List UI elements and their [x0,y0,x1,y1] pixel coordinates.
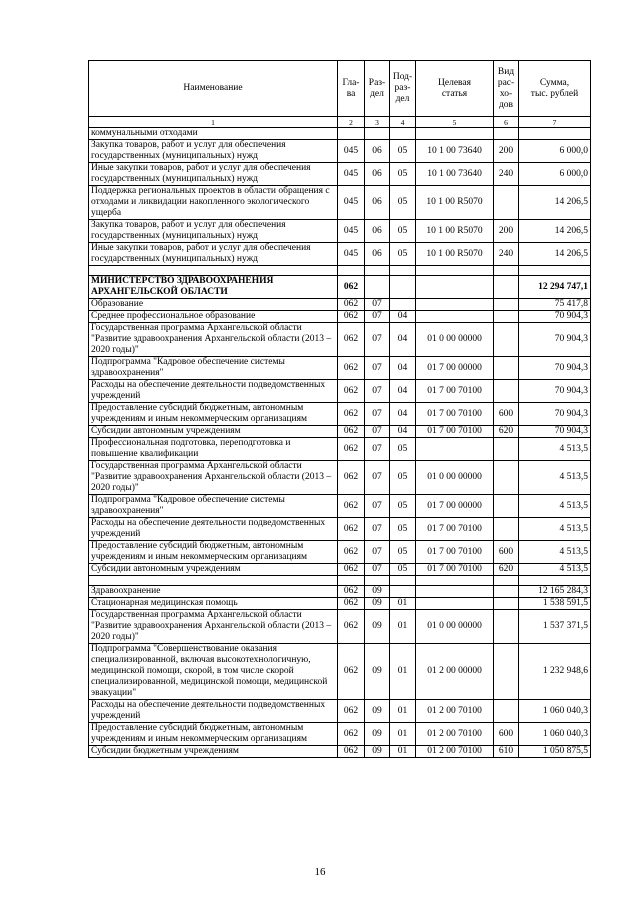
cell-glava: 045 [338,243,365,266]
cell-name: Предоставление субсидий бюджетным, автономным учреждениям и иным некоммерческим организациям [89,723,338,746]
table-row [89,541,591,564]
cell-sum: 70 904,3 [519,357,591,380]
cell-article: 01 7 00 00000 [416,495,494,518]
cell-sum: 14 206,5 [519,243,591,266]
cell-vid [494,186,519,220]
cell-podrazdel [390,128,416,140]
cell-sum: 4 513,5 [519,438,591,461]
table-row [89,598,591,610]
cell-name: МИНИСТЕРСТВО ЗДРАВООХРАНЕНИЯ АРХАНГЕЛЬСКОЙ ОБЛАСТИ [89,276,338,299]
cell-article [416,586,494,598]
cell-glava: 062 [338,357,365,380]
cell-podrazdel: 04 [390,357,416,380]
table-row [89,518,591,541]
cell-glava: 062 [338,610,365,644]
cell-razdel: 09 [365,586,390,598]
cell-podrazdel: 05 [390,518,416,541]
cell-podrazdel: 05 [390,438,416,461]
cell-sum: 70 904,3 [519,311,591,323]
cell-razdel: 07 [365,426,390,438]
cell-name: Иные закупки товаров, работ и услуг для обеспечения государственных (муниципальных) нужд [89,243,338,266]
cell-vid: 240 [494,243,519,266]
table-row [89,426,591,438]
cell-razdel: 07 [365,357,390,380]
cell-razdel: 07 [365,299,390,311]
cell-sum: 1 060 040,3 [519,723,591,746]
cell-vid [494,461,519,495]
cell-sum: 4 513,5 [519,564,591,576]
cell-podrazdel: 05 [390,541,416,564]
cell-razdel: 06 [365,163,390,186]
cell-article: 01 7 00 70100 [416,564,494,576]
cell-glava: 062 [338,746,365,758]
cell-podrazdel: 04 [390,311,416,323]
cell-razdel: 09 [365,610,390,644]
cell-glava: 062 [338,299,365,311]
column-number: 2 [338,117,365,128]
table-body [89,128,591,758]
cell-name: Иные закупки товаров, работ и услуг для обеспечения государственных (муниципальных) нужд [89,163,338,186]
cell-razdel: 07 [365,564,390,576]
cell-article: 01 7 00 00000 [416,357,494,380]
cell-article: 10 1 00 R5070 [416,243,494,266]
cell-name: Расходы на обеспечение деятельности подведомственных учреждений [89,700,338,723]
cell-razdel: 07 [365,461,390,495]
table-row [89,276,591,299]
empty-cell [494,266,519,276]
cell-razdel: 07 [365,380,390,403]
cell-sum: 4 513,5 [519,518,591,541]
cell-razdel: 07 [365,311,390,323]
cell-glava: 062 [338,700,365,723]
table-row [89,140,591,163]
cell-podrazdel: 04 [390,403,416,426]
cell-razdel: 06 [365,243,390,266]
header-podrazdel: Под- раз- дел [390,61,416,117]
cell-article [416,311,494,323]
table-row [89,403,591,426]
cell-sum: 70 904,3 [519,403,591,426]
spacer-row [89,576,591,586]
cell-podrazdel [390,276,416,299]
empty-cell [338,266,365,276]
cell-article: 01 2 00 70100 [416,746,494,758]
cell-glava: 062 [338,564,365,576]
cell-glava: 062 [338,311,365,323]
cell-name: Закупка товаров, работ и услуг для обеспечения государственных (муниципальных) нужд [89,140,338,163]
empty-cell [365,576,390,586]
cell-name: Субсидии автономным учреждениям [89,426,338,438]
cell-razdel [365,276,390,299]
page-number: 16 [314,866,326,878]
cell-razdel: 09 [365,644,390,700]
table-row [89,357,591,380]
cell-name: Стационарная медицинская помощь [89,598,338,610]
empty-cell [416,576,494,586]
cell-razdel: 07 [365,495,390,518]
cell-name: Расходы на обеспечение деятельности подведомственных учреждений [89,518,338,541]
column-number: 1 [89,117,338,128]
cell-name: Подпрограмма "Кадровое обеспечение системы здравоохранения" [89,495,338,518]
header-name: Наименование [89,61,338,117]
empty-cell [416,266,494,276]
cell-vid [494,357,519,380]
cell-vid [494,299,519,311]
cell-glava: 062 [338,426,365,438]
budget-table [88,60,591,758]
cell-podrazdel: 05 [390,163,416,186]
cell-podrazdel: 05 [390,495,416,518]
cell-vid [494,598,519,610]
cell-article: 10 1 00 73640 [416,163,494,186]
cell-podrazdel: 05 [390,186,416,220]
cell-sum: 4 513,5 [519,495,591,518]
cell-glava: 045 [338,220,365,243]
table-row [89,220,591,243]
cell-vid [494,518,519,541]
cell-podrazdel [390,299,416,311]
cell-name: Предоставление субсидий бюджетным, автономным учреждениям и иным некоммерческим организациям [89,403,338,426]
cell-glava: 062 [338,541,365,564]
cell-glava: 062 [338,586,365,598]
cell-sum: 6 000,0 [519,140,591,163]
cell-article: 01 7 00 70100 [416,380,494,403]
cell-razdel: 06 [365,186,390,220]
cell-podrazdel: 04 [390,426,416,438]
empty-cell [338,576,365,586]
cell-vid [494,700,519,723]
cell-glava: 062 [338,598,365,610]
table-row [89,610,591,644]
cell-sum: 12 165 284,3 [519,586,591,598]
cell-glava: 045 [338,186,365,220]
cell-article: 01 0 00 00000 [416,323,494,357]
cell-sum: 14 206,5 [519,220,591,243]
cell-name: Профессиональная подготовка, переподготовка и повышение квалификации [89,438,338,461]
cell-razdel: 07 [365,438,390,461]
cell-name: Расходы на обеспечение деятельности подведомственных учреждений [89,380,338,403]
cell-glava: 062 [338,495,365,518]
cell-article: 01 7 00 70100 [416,403,494,426]
cell-vid: 600 [494,723,519,746]
cell-article: 01 7 00 70100 [416,541,494,564]
cell-article: 10 1 00 73640 [416,140,494,163]
cell-name: Закупка товаров, работ и услуг для обеспечения государственных (муниципальных) нужд [89,220,338,243]
cell-glava: 062 [338,276,365,299]
cell-sum: 75 417,8 [519,299,591,311]
cell-glava: 045 [338,140,365,163]
table-row [89,243,591,266]
cell-sum: 1 538 591,5 [519,598,591,610]
cell-vid: 610 [494,746,519,758]
cell-razdel: 09 [365,746,390,758]
cell-glava: 062 [338,323,365,357]
cell-vid: 600 [494,403,519,426]
column-number: 4 [390,117,416,128]
cell-vid [494,128,519,140]
cell-vid: 600 [494,541,519,564]
cell-vid [494,610,519,644]
cell-name: Субсидии бюджетным учреждениям [89,746,338,758]
table-row [89,723,591,746]
header-glava: Гла- ва [338,61,365,117]
table-row [89,495,591,518]
cell-article [416,438,494,461]
cell-article: 01 2 00 70100 [416,700,494,723]
cell-name: Образование [89,299,338,311]
cell-vid: 200 [494,220,519,243]
cell-article: 01 7 00 70100 [416,518,494,541]
cell-podrazdel: 01 [390,746,416,758]
cell-vid [494,495,519,518]
cell-sum: 1 060 040,3 [519,700,591,723]
cell-name: Государственная программа Архангельской области "Развитие здравоохранения Архангельской области (2013 – 2020 годы)" [89,610,338,644]
spacer-row [89,266,591,276]
cell-name: Подпрограмма "Совершенствование оказания специализированной, включая высокотехнологичную, медицинской помощи, скорой, в том числе скорой специализированной, медицинской помощи, медицинской эвакуации" [89,644,338,700]
cell-sum: 4 513,5 [519,461,591,495]
table-row [89,299,591,311]
column-number: 5 [416,117,494,128]
cell-name: Поддержка региональных проектов в области обращения с отходами и ликвидации накопленного экологического ущерба [89,186,338,220]
table-row [89,461,591,495]
header-row [89,61,591,117]
cell-sum: 1 232 948,6 [519,644,591,700]
empty-cell [390,576,416,586]
cell-razdel: 07 [365,403,390,426]
table-row [89,644,591,700]
cell-sum [519,128,591,140]
cell-vid: 240 [494,163,519,186]
empty-cell [89,266,338,276]
cell-glava: 062 [338,403,365,426]
cell-podrazdel: 05 [390,243,416,266]
header-vid: Вид рас- хо- дов [494,61,519,117]
cell-podrazdel: 04 [390,380,416,403]
empty-cell [365,266,390,276]
cell-sum: 70 904,3 [519,380,591,403]
header-sum: Сумма, тыс. рублей [519,61,591,117]
empty-cell [89,576,338,586]
cell-vid [494,323,519,357]
cell-name: Субсидии автономным учреждениям [89,564,338,576]
cell-glava: 045 [338,163,365,186]
table-row [89,586,591,598]
cell-glava: 062 [338,380,365,403]
column-number: 3 [365,117,390,128]
empty-cell [519,266,591,276]
cell-razdel: 09 [365,700,390,723]
cell-vid: 620 [494,426,519,438]
cell-article: 01 0 00 00000 [416,461,494,495]
cell-name: Предоставление субсидий бюджетным, автономным учреждениям и иным некоммерческим организациям [89,541,338,564]
empty-cell [390,266,416,276]
cell-razdel: 07 [365,518,390,541]
cell-article: 10 1 00 R5070 [416,220,494,243]
column-number-row [89,117,591,128]
cell-podrazdel: 05 [390,564,416,576]
cell-vid [494,586,519,598]
header-razdel: Раз- дел [365,61,390,117]
cell-razdel: 09 [365,598,390,610]
cell-vid [494,438,519,461]
cell-glava: 062 [338,644,365,700]
cell-podrazdel: 01 [390,644,416,700]
cell-article: 01 0 00 00000 [416,610,494,644]
cell-article: 10 1 00 R5070 [416,186,494,220]
cell-razdel: 09 [365,723,390,746]
cell-sum: 1 537 371,5 [519,610,591,644]
cell-vid: 620 [494,564,519,576]
column-number: 7 [519,117,591,128]
cell-razdel [365,128,390,140]
cell-article [416,128,494,140]
cell-podrazdel: 05 [390,220,416,243]
cell-glava [338,128,365,140]
table-row [89,700,591,723]
cell-glava: 062 [338,461,365,495]
cell-vid [494,380,519,403]
cell-article [416,299,494,311]
cell-article: 01 2 00 70100 [416,723,494,746]
table-row [89,163,591,186]
cell-sum: 70 904,3 [519,323,591,357]
cell-name: Государственная программа Архангельской области "Развитие здравоохранения Архангельской области (2013 – 2020 годы)" [89,323,338,357]
cell-razdel: 06 [365,220,390,243]
table-row [89,380,591,403]
cell-sum: 4 513,5 [519,541,591,564]
cell-podrazdel: 01 [390,610,416,644]
table-row [89,128,591,140]
cell-sum: 12 294 747,1 [519,276,591,299]
cell-vid [494,644,519,700]
cell-article: 01 2 00 00000 [416,644,494,700]
cell-name: Государственная программа Архангельской области "Развитие здравоохранения Архангельской области (2013 – 2020 годы)" [89,461,338,495]
table-row [89,323,591,357]
cell-glava: 062 [338,438,365,461]
cell-sum: 70 904,3 [519,426,591,438]
table-row [89,564,591,576]
cell-podrazdel: 01 [390,598,416,610]
cell-razdel: 07 [365,541,390,564]
empty-cell [519,576,591,586]
cell-glava: 062 [338,723,365,746]
cell-article: 01 7 00 70100 [416,426,494,438]
header-article: Целевая статья [416,61,494,117]
cell-podrazdel [390,586,416,598]
cell-razdel: 07 [365,323,390,357]
column-number: 6 [494,117,519,128]
cell-podrazdel: 01 [390,723,416,746]
cell-razdel: 06 [365,140,390,163]
cell-article [416,598,494,610]
cell-sum: 14 206,5 [519,186,591,220]
cell-name: Среднее профессиональное образование [89,311,338,323]
table-row [89,438,591,461]
cell-podrazdel: 01 [390,700,416,723]
cell-vid [494,311,519,323]
cell-sum: 1 050 875,5 [519,746,591,758]
cell-name: коммунальными отходами [89,128,338,140]
cell-sum: 6 000,0 [519,163,591,186]
cell-article [416,276,494,299]
cell-podrazdel: 05 [390,140,416,163]
empty-cell [494,576,519,586]
cell-podrazdel: 04 [390,323,416,357]
table-row [89,186,591,220]
table-row [89,746,591,758]
cell-name: Здравоохранение [89,586,338,598]
cell-vid: 200 [494,140,519,163]
cell-podrazdel: 05 [390,461,416,495]
cell-glava: 062 [338,518,365,541]
cell-vid [494,276,519,299]
cell-name: Подпрограмма "Кадровое обеспечение системы здравоохранения" [89,357,338,380]
table-row [89,311,591,323]
